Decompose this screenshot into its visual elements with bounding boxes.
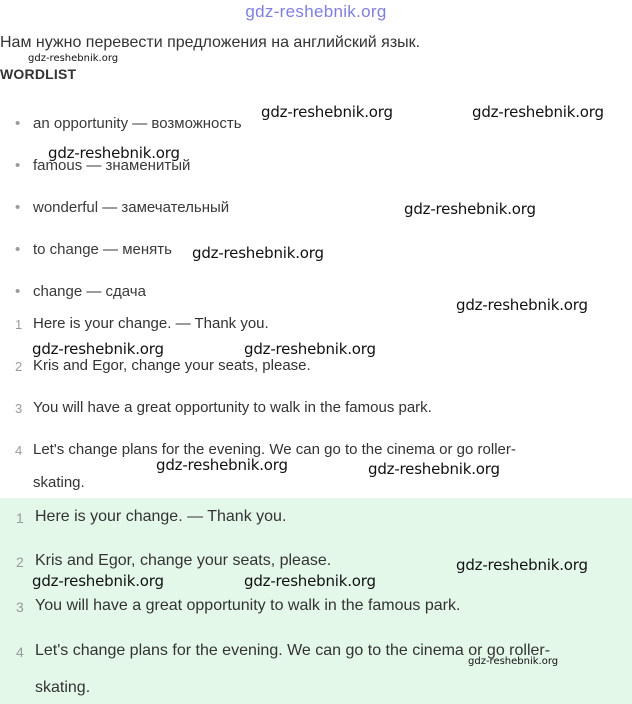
answer-number: 1: [16, 510, 24, 526]
answer-sentence-continued: skating.: [35, 679, 91, 696]
answer-number: 4: [16, 644, 24, 660]
watermark: gdz-reshebnik.org: [32, 340, 164, 358]
watermark: gdz-reshebnik.org: [368, 460, 500, 478]
watermark: gdz-reshebnik.org: [404, 200, 536, 218]
watermark: gdz-reshebnik.org: [192, 244, 324, 262]
site-header: gdz-reshebnik.org: [245, 2, 387, 21]
answer-sentence: Here is your change. — Thank you.: [35, 508, 287, 525]
sentence-number: 1: [15, 317, 23, 332]
wordlist-item: • change — сдача: [33, 283, 146, 300]
watermark: gdz-reshebnik.org: [48, 144, 180, 162]
watermark: gdz-reshebnik.org: [244, 572, 376, 590]
exercise-sentence: Kris and Egor, change your seats, please.: [33, 357, 311, 374]
watermark: gdz-reshebnik.org: [472, 103, 604, 121]
exercise-sentence: Here is your change. — Thank you.: [33, 315, 269, 332]
wordlist-item: • famous — знаменитый: [33, 157, 190, 174]
watermark: gdz-reshebnik.org: [456, 296, 588, 314]
watermark: gdz-reshebnik.org: [32, 572, 164, 590]
answer-number: 3: [16, 599, 24, 615]
watermark: gdz-reshebnik.org: [28, 53, 119, 64]
answer-sentence: Let's change plans for the evening. We can go to the cinema or go roller-: [35, 642, 551, 659]
watermark: gdz-reshebnik.org: [261, 103, 393, 121]
watermark: gdz-reshebnik.org: [156, 456, 288, 474]
exercise-sentence: You will have a great opportunity to walk in the famous park.: [33, 399, 432, 416]
wordlist-item: • to change — менять: [33, 241, 172, 258]
wordlist-item: • an opportunity — возможность: [33, 115, 242, 132]
exercise-sentence: Let's change plans for the evening. We can go to the cinema or go roller-: [33, 441, 516, 458]
answer-sentence: Kris and Egor, change your seats, please.: [35, 552, 332, 569]
sentence-number: 2: [15, 359, 23, 374]
exercise-sentence-continued: skating.: [33, 474, 85, 491]
answer-number: 2: [16, 554, 24, 570]
sentence-number: 3: [15, 401, 23, 416]
task-instruction: Нам нужно перевести предложения на английский язык.: [0, 34, 421, 51]
sentence-number: 4: [15, 443, 23, 458]
wordlist-heading: WORDLIST: [0, 66, 77, 82]
watermark: gdz-reshebnik.org: [468, 656, 559, 667]
watermark: gdz-reshebnik.org: [244, 340, 376, 358]
wordlist-item: • wonderful — замечательный: [33, 199, 229, 216]
watermark: gdz-reshebnik.org: [456, 556, 588, 574]
answer-sentence: You will have a great opportunity to walk in the famous park.: [35, 597, 461, 614]
